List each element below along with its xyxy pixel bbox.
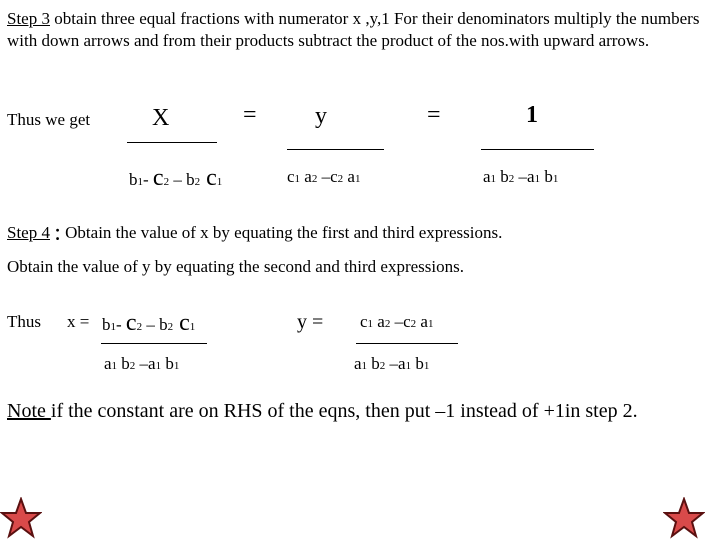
y-denominator: a1 b2 –a1 b1 [354,354,430,373]
fraction-1-numerator: X [152,105,170,131]
next-star-icon[interactable] [663,497,705,539]
previous-star-icon[interactable] [0,497,42,539]
y-fraction-bar [356,343,458,344]
step3-paragraph [7,8,712,52]
step4-colon: : [54,220,61,246]
x-denominator: a1 b2 –a1 b1 [104,354,180,373]
note-text: if the constant are on RHS of the eqns, then put –1 instead of +1in step 2. [50,400,638,422]
equals-sign-1: = [243,102,257,128]
step4-second-line: Obtain the value of y by equating the second and third expressions. [7,257,464,276]
fraction-1-bar [127,142,217,143]
fraction-2-bar [287,149,384,150]
fraction-3-denominator: a1 b2 –a1 b1 [483,167,559,186]
x-fraction-bar [101,343,207,344]
fraction-3-numerator: 1 [526,102,538,128]
y-numerator: c1 a2 –c2 a1 [360,312,434,331]
step4-label: Step 4 [7,223,50,242]
thus-we-get-label: Thus we get [7,110,91,129]
x-equals-label: x = [67,312,90,331]
step3-text: obtain three equal fractions with numerator x ,y,1 For their denominators multiply the numbers with down arrows and from their products subtract the product of the nos.with upward arrows. [7,9,700,50]
step4-text: Obtain the value of x by equating the first and third expressions. [60,223,503,242]
thus-label: Thus [7,312,41,331]
note-paragraph [7,397,712,425]
fraction-2-numerator: y [315,103,327,129]
note-label: Note [7,400,51,422]
fraction-3-bar [481,149,594,150]
step3-label: Step 3 [7,9,50,28]
equals-sign-2: = [427,102,441,128]
x-numerator: b1- c2 – b2 c1 [102,310,196,336]
fraction-2-denominator: c1 a2 –c2 a1 [287,167,361,186]
fraction-1-denominator: b1- c2 – b2 c1 [129,165,223,191]
step4-paragraph [7,218,502,245]
y-equals-label: y = [297,311,324,333]
